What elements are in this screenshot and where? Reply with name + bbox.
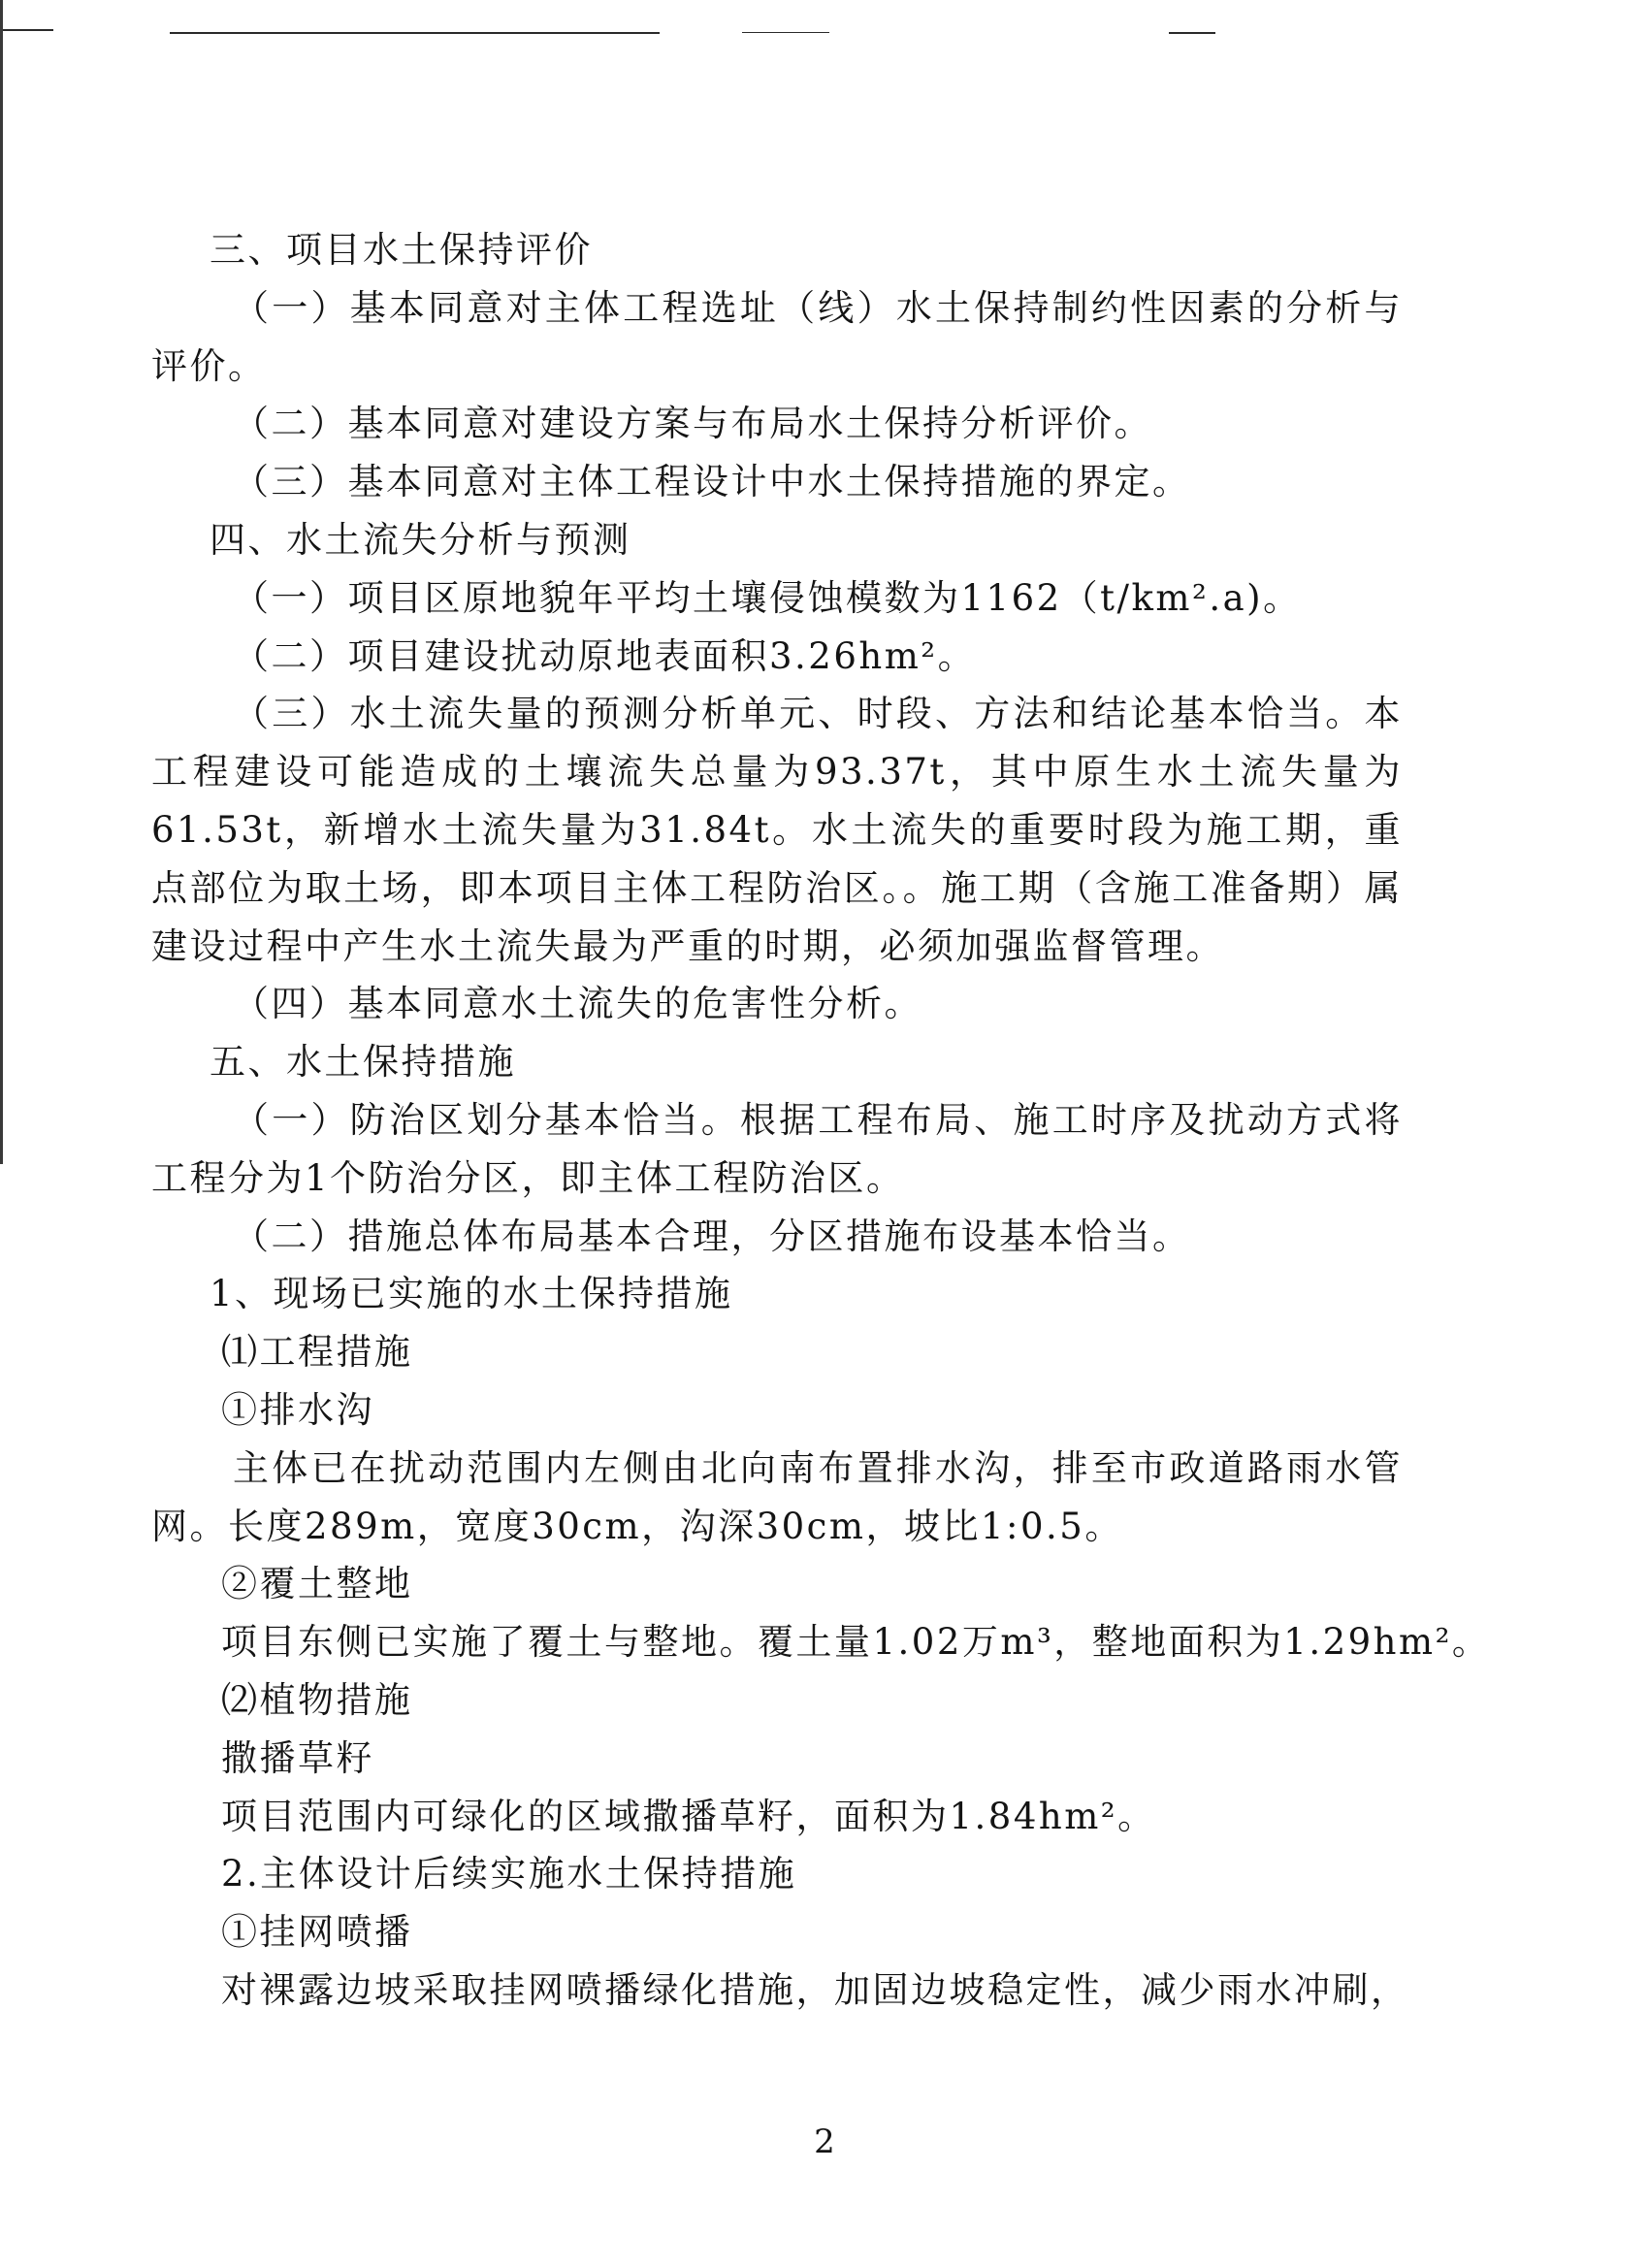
subsection-heading: ⑴工程措施 bbox=[221, 1331, 413, 1374]
subsection-heading: 2.主体设计后续实施水土保持措施 bbox=[221, 1853, 797, 1895]
scan-edge-mark bbox=[0, 0, 3, 1164]
scan-edge-mark bbox=[742, 32, 829, 33]
paragraph: （二）项目建设扰动原地表面积3.26hm²。 bbox=[233, 634, 977, 677]
paragraph: （三）基本同意对主体工程设计中水土保持措施的界定。 bbox=[233, 461, 1191, 503]
item-heading: ②覆土整地 bbox=[221, 1563, 413, 1605]
subsection-heading: 1、现场已实施的水土保持措施 bbox=[210, 1273, 733, 1315]
page-number: 2 bbox=[814, 2122, 835, 2161]
paragraph: 对裸露边坡采取挂网喷播绿化措施，加固边坡稳定性，减少雨水冲刷， bbox=[221, 1968, 1409, 2011]
paragraph: （二）措施总体布局基本合理，分区措施布设基本恰当。 bbox=[233, 1215, 1191, 1257]
scan-edge-mark bbox=[170, 32, 660, 34]
paragraph: （二）基本同意对建设方案与布局水土保持分析评价。 bbox=[233, 403, 1152, 445]
section-heading: 四、水土流失分析与预测 bbox=[210, 518, 631, 561]
item-heading: ①挂网喷播 bbox=[221, 1911, 413, 1954]
section-heading: 五、水土保持措施 bbox=[210, 1041, 516, 1084]
paragraph: （一）防治区划分基本恰当。根据工程布局、施工时序及扰动方式将工程分为1个防治分区，即主体工程防治区。 bbox=[151, 1098, 1403, 1199]
item-heading: ①排水沟 bbox=[221, 1388, 374, 1431]
scan-edge-mark bbox=[1169, 32, 1215, 34]
subsection-heading: ⑵植物措施 bbox=[221, 1678, 413, 1721]
paragraph: （三）水土流失量的预测分析单元、时段、方法和结论基本恰当。本工程建设可能造成的土壤流失总量为93.37t，其中原生水土流失量为61.53t，新增水土流失量为31.84t。水土流失的重要时段为施工期，重点部位为取土场，即本项目主体工程防治区。。施工期（含施工准备期）属建设过程中产生水土流失最为严重的时期，必须加强监督管理。 bbox=[151, 693, 1403, 967]
paragraph: 主体已在扰动范围内左侧由北向南布置排水沟，排至市政道路雨水管网。长度289m，宽度30cm，沟深30cm，坡比1:0.5。 bbox=[151, 1446, 1403, 1547]
item-heading: 撒播草籽 bbox=[221, 1736, 374, 1779]
paragraph: （一）基本同意对主体工程选址（线）水土保持制约性因素的分析与评价。 bbox=[151, 286, 1403, 387]
paragraph: 项目东侧已实施了覆土与整地。覆土量1.02万m³，整地面积为1.29hm²。 bbox=[221, 1621, 1491, 1664]
section-heading: 三、项目水土保持评价 bbox=[210, 229, 593, 271]
paragraph: （一）项目区原地貌年平均土壤侵蚀模数为1162（t/km².a)。 bbox=[233, 576, 1302, 619]
paragraph: （四）基本同意水土流失的危害性分析。 bbox=[233, 983, 922, 1025]
scan-edge-mark bbox=[0, 29, 53, 31]
document-page bbox=[151, 221, 1491, 2020]
paragraph: 项目范围内可绿化的区域撒播草籽，面积为1.84hm²。 bbox=[221, 1795, 1156, 1837]
